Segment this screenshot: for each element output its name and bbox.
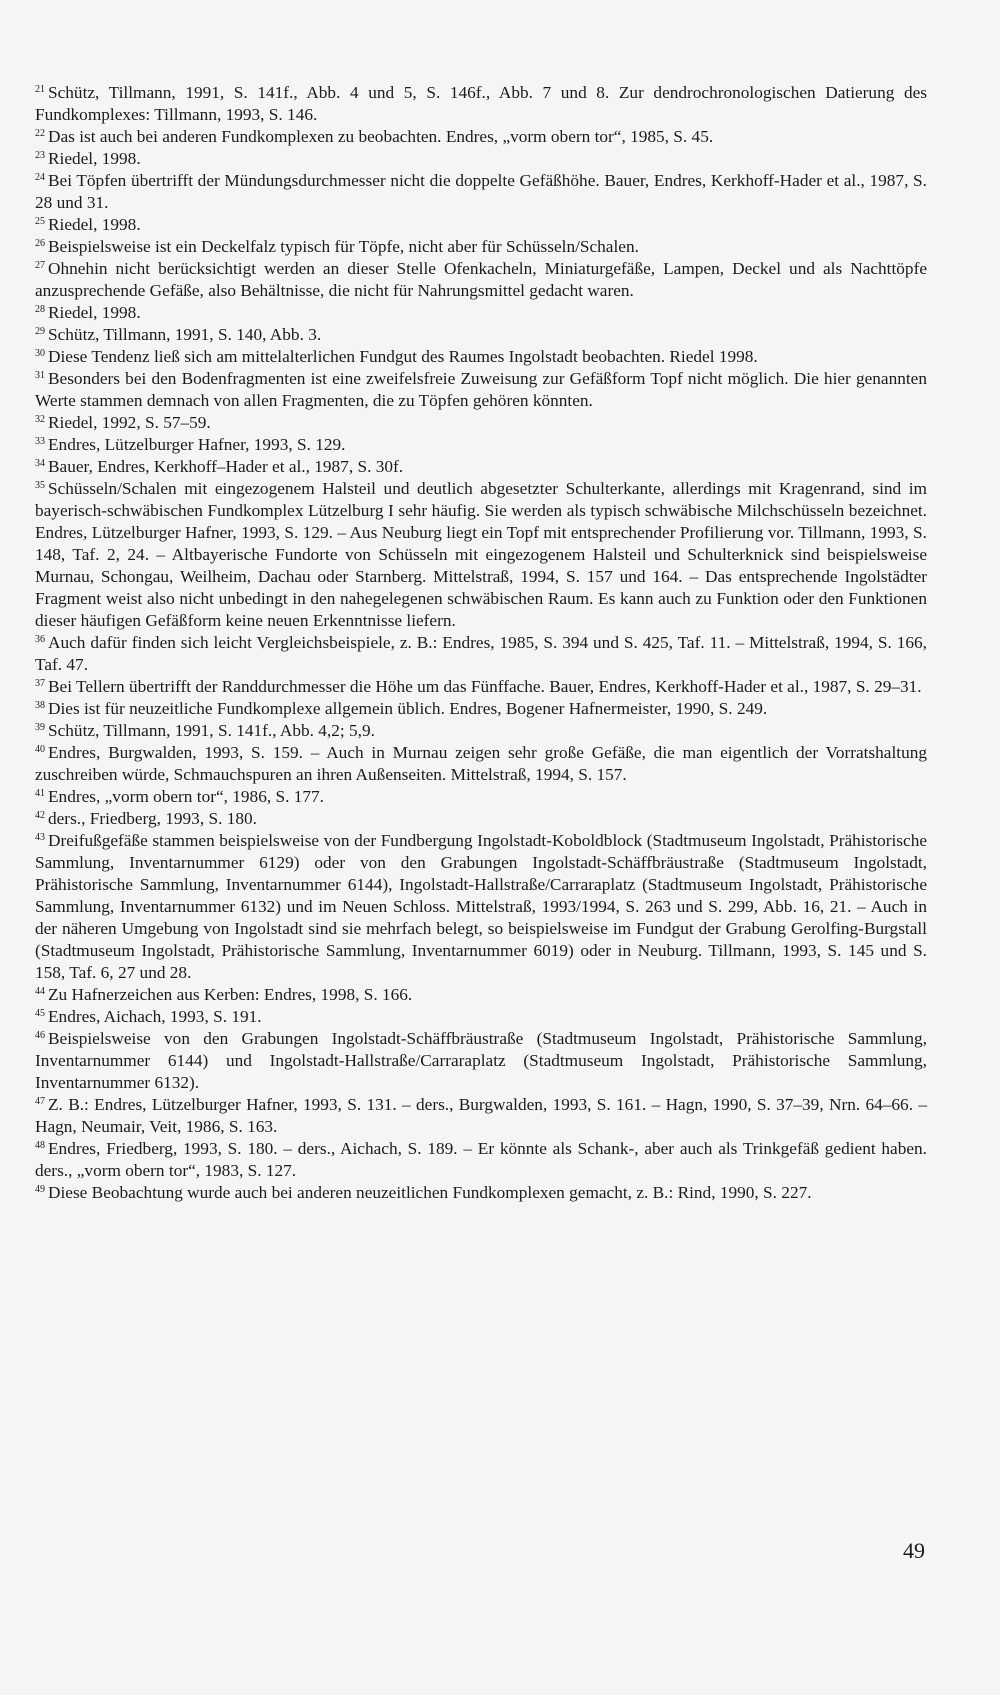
footnote-text: Dies ist für neuzeitliche Fundkomplexe allgemein üblich. Endres, Bogener Hafnermeister, 1990, S. 249. xyxy=(48,699,768,718)
footnote-number: 29 xyxy=(35,326,45,337)
footnote-number: 43 xyxy=(35,832,45,843)
footnote-text: Z. B.: Endres, Lützelburger Hafner, 1993, S. 131. – ders., Burgwalden, 1993, S. 161. – Hagn, 1990, S. 37–39, Nrn. 64–66. – Hagn, Neumair, Veit, 1986, S. 163. xyxy=(35,1095,927,1136)
footnote-number: 22 xyxy=(35,128,45,139)
footnote-number: 45 xyxy=(35,1008,45,1019)
footnote xyxy=(35,742,927,786)
footnote xyxy=(35,1138,927,1182)
footnote-text: Schüsseln/Schalen mit eingezogenem Halsteil und deutlich abgesetzter Schulterkante, allerdings mit Kragenrand, sind im bayerisch-schwäbischen Fundkomplex Lützelburg I sehr häufig. Sie werden als typisch schwäbische Milchschüsseln bezeichnet. Endres, Lützelburger Hafner, 1993, S. 129. – Aus Neuburg liegt ein Topf mit entsprechender Profilierung vor. Tillmann, 1993, S. 148, Taf. 2, 24. – Altbayerische Fundorte von Schüsseln mit eingezogenem Halsteil und Schulterknick sind beispielsweise Murnau, Schongau, Weilheim, Dachau oder Starnberg. Mittelstraß, 1994, S. 157 und 164. – Das entsprechende Ingolstädter Fragment weist also nicht unbedingt in den nahegelegenen schwäbischen Raum. Es kann auch zu Funktion oder den Funktionen dieser häufigen Gefäßform keine neuen Erkenntnisse liefern. xyxy=(35,479,927,630)
footnote-number: 27 xyxy=(35,260,45,271)
footnote xyxy=(35,412,927,434)
footnote xyxy=(35,1094,927,1138)
footnote xyxy=(35,720,927,742)
footnote-text: Endres, Burgwalden, 1993, S. 159. – Auch in Murnau zeigen sehr große Gefäße, die man eigentlich der Vorratshaltung zuschreiben würde, Schmauchspuren an ihren Außenseiten. Mittelstraß, 1994, S. 157. xyxy=(35,743,927,784)
footnote-number: 38 xyxy=(35,700,45,711)
footnote-number: 23 xyxy=(35,150,45,161)
footnote-number: 36 xyxy=(35,634,45,645)
footnote xyxy=(35,82,927,126)
footnote xyxy=(35,984,927,1006)
footnote-text: Auch dafür finden sich leicht Vergleichsbeispiele, z. B.: Endres, 1985, S. 394 und S. 425, Taf. 11. – Mittelstraß, 1994, S. 166, Taf. 47. xyxy=(35,633,927,674)
footnote xyxy=(35,456,927,478)
footnote-number: 40 xyxy=(35,744,45,755)
footnote-number: 48 xyxy=(35,1140,45,1151)
footnote-number: 41 xyxy=(35,788,45,799)
footnote-text: Riedel, 1992, S. 57–59. xyxy=(48,413,211,432)
footnote-text: Endres, Aichach, 1993, S. 191. xyxy=(48,1007,262,1026)
footnote-text: Diese Tendenz ließ sich am mittelalterlichen Fundgut des Raumes Ingolstadt beobachten. Riedel 1998. xyxy=(48,347,758,366)
footnote-number: 37 xyxy=(35,678,45,689)
footnote xyxy=(35,676,927,698)
footnote-text: Zu Hafnerzeichen aus Kerben: Endres, 1998, S. 166. xyxy=(48,985,413,1004)
footnote-number: 31 xyxy=(35,370,45,381)
footnote-number: 39 xyxy=(35,722,45,733)
footnote xyxy=(35,1182,927,1204)
footnote xyxy=(35,830,927,984)
footnote xyxy=(35,434,927,456)
footnote-number: 42 xyxy=(35,810,45,821)
footnote-text: Endres, „vorm obern tor“, 1986, S. 177. xyxy=(48,787,324,806)
footnote-number: 32 xyxy=(35,414,45,425)
footnote xyxy=(35,478,927,632)
footnote-number: 21 xyxy=(35,84,45,95)
footnote-text: ders., Friedberg, 1993, S. 180. xyxy=(48,809,257,828)
footnote-number: 28 xyxy=(35,304,45,315)
footnote-text: Bei Töpfen übertrifft der Mündungsdurchmesser nicht die doppelte Gefäßhöhe. Bauer, Endres, Kerkhoff-Hader et al., 1987, S. 28 und 31. xyxy=(35,171,927,212)
footnote-number: 34 xyxy=(35,458,45,469)
footnote xyxy=(35,302,927,324)
footnote-number: 33 xyxy=(35,436,45,447)
footnote-text: Beispielsweise von den Grabungen Ingolstadt-Schäffbräustraße (Stadtmuseum Ingolstadt, Prähistorische Sammlung, Inventarnummer 6144) und Ingolstadt-Hallstraße/Carraraplatz (Stadtmuseum Ingolstadt, Prähistorische Sammlung, Inventarnummer 6132). xyxy=(35,1029,927,1092)
footnote xyxy=(35,236,927,258)
footnote xyxy=(35,214,927,236)
footnote xyxy=(35,1028,927,1094)
footnote-text: Besonders bei den Bodenfragmenten ist eine zweifelsfreie Zuweisung zur Gefäßform Topf nicht möglich. Die hier genannten Werte stammen demnach von allen Fragmenten, die zu Töpfen gehören könnten. xyxy=(35,369,927,410)
page-number: 49 xyxy=(903,1538,925,1563)
footnote xyxy=(35,148,927,170)
footnote xyxy=(35,324,927,346)
footnote-text: Dreifußgefäße stammen beispielsweise von der Fundbergung Ingolstadt-Koboldblock (Stadtmuseum Ingolstadt, Prähistorische Sammlung, Inventarnummer 6129) oder von den Grabungen Ingolstadt-Schäffbräustraße (Stadtmuseum Ingolstadt, Prähistorische Sammlung, Inventarnummer 6144), Ingolstadt-Hallstraße/Carraraplatz (Stadtmuseum Ingolstadt, Prähistorische Sammlung, Inventarnummer 6132) und im Neuen Schloss. Mittelstraß, 1993/1994, S. 263 und S. 299, Abb. 16, 21. – Auch in der näheren Umgebung von Ingolstadt sind sie mehrfach belegt, so beispielsweise im Fundgut der Grabung Gerolfing-Burgstall (Stadtmuseum Ingolstadt, Prähistorische Sammlung, Inventarnummer 6019) oder in Neuburg. Tillmann, 1993, S. 145 und S. 158, Taf. 6, 27 und 28. xyxy=(35,831,927,982)
footnote xyxy=(35,170,927,214)
footnote-number: 25 xyxy=(35,216,45,227)
footnote-text: Riedel, 1998. xyxy=(48,215,141,234)
footnotes-block xyxy=(35,82,927,1204)
footnote-number: 30 xyxy=(35,348,45,359)
footnote-number: 35 xyxy=(35,480,45,491)
footnote-text: Endres, Lützelburger Hafner, 1993, S. 129. xyxy=(48,435,346,454)
footnote-text: Schütz, Tillmann, 1991, S. 140, Abb. 3. xyxy=(48,325,322,344)
footnote-text: Endres, Friedberg, 1993, S. 180. – ders., Aichach, S. 189. – Er könnte als Schank-, aber auch als Trinkgefäß gedient haben. ders., „vorm obern tor“, 1983, S. 127. xyxy=(35,1139,927,1180)
footnote-number: 49 xyxy=(35,1184,45,1195)
footnote xyxy=(35,368,927,412)
footnote-text: Beispielsweise ist ein Deckelfalz typisch für Töpfe, nicht aber für Schüsseln/Schalen. xyxy=(48,237,639,256)
footnote xyxy=(35,698,927,720)
footnote xyxy=(35,1006,927,1028)
footnote-text: Schütz, Tillmann, 1991, S. 141f., Abb. 4,2; 5,9. xyxy=(48,721,375,740)
footnote-number: 46 xyxy=(35,1030,45,1041)
footnote-text: Ohnehin nicht berücksichtigt werden an dieser Stelle Ofenkacheln, Miniaturgefäße, Lampen, Deckel und als Nachttöpfe anzusprechende Gefäße, also Behältnisse, die nicht für Nahrungsmittel gedacht waren. xyxy=(35,259,927,300)
footnote-number: 24 xyxy=(35,172,45,183)
footnote xyxy=(35,126,927,148)
footnote-text: Diese Beobachtung wurde auch bei anderen neuzeitlichen Fundkomplexen gemacht, z. B.: Rind, 1990, S. 227. xyxy=(48,1183,812,1202)
footnote-text: Schütz, Tillmann, 1991, S. 141f., Abb. 4 und 5, S. 146f., Abb. 7 und 8. Zur dendrochronologischen Datierung des Fundkomplexes: Tillmann, 1993, S. 146. xyxy=(35,83,927,124)
footnote xyxy=(35,258,927,302)
footnote-text: Riedel, 1998. xyxy=(48,149,141,168)
footnote-text: Bei Tellern übertrifft der Randdurchmesser die Höhe um das Fünffache. Bauer, Endres, Kerkhoff-Hader et al., 1987, S. 29–31. xyxy=(48,677,922,696)
footnote-number: 44 xyxy=(35,986,45,997)
footnote-text: Riedel, 1998. xyxy=(48,303,141,322)
footnote-number: 47 xyxy=(35,1096,45,1107)
footnote xyxy=(35,346,927,368)
footnote-number: 26 xyxy=(35,238,45,249)
footnote xyxy=(35,786,927,808)
footnote-text: Das ist auch bei anderen Fundkomplexen zu beobachten. Endres, „vorm obern tor“, 1985, S. 45. xyxy=(48,127,714,146)
footnote-text: Bauer, Endres, Kerkhoff–Hader et al., 1987, S. 30f. xyxy=(48,457,404,476)
footnote xyxy=(35,632,927,676)
footnote xyxy=(35,808,927,830)
